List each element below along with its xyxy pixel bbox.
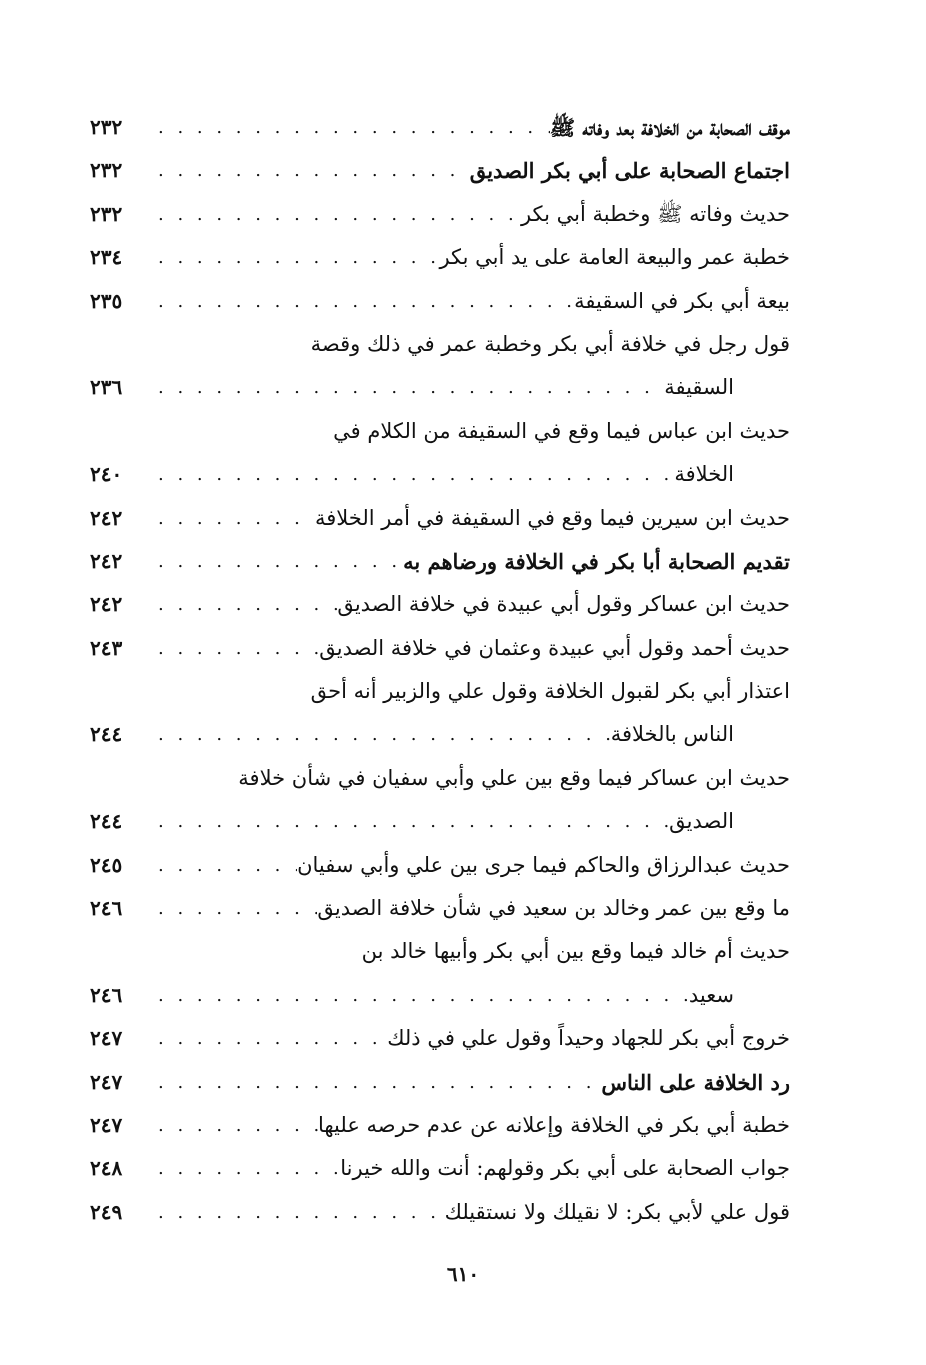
toc-entry — [90, 1017, 790, 1060]
toc-page-number: ٢٣٢ — [90, 201, 123, 226]
toc-entry — [90, 627, 790, 670]
toc-entry-title: خروج أبي بكر للجهاد وحيداً وقول علي في ذلك — [387, 1026, 790, 1051]
toc-entry — [90, 323, 790, 410]
toc-page-number: ٢٤٢ — [90, 592, 123, 617]
toc-entry — [90, 1147, 790, 1190]
dot-leader — [140, 1061, 601, 1104]
toc-entry — [90, 757, 790, 844]
toc-entry — [90, 1104, 790, 1147]
dot-leader — [140, 1191, 445, 1234]
toc-entry-title: تقديم الصحابة أبا بكر في الخلافة ورضاهم به — [403, 548, 790, 574]
dot-leader — [140, 236, 439, 279]
toc-page-number: ٢٣٤ — [90, 245, 123, 270]
dot-leader — [140, 713, 611, 756]
toc-entry-title: خطبة أبي بكر في الخلافة وإعلانه عن عدم حرصه عليها — [317, 1112, 790, 1137]
toc-entry-title: حديث أحمد وقول أبي عبيدة وعثمان في خلافة الصديق — [319, 635, 790, 660]
toc-entry — [90, 1061, 790, 1104]
toc-page-number: ٢٤٨ — [90, 1156, 123, 1181]
toc-entry — [90, 844, 790, 887]
toc-entry — [90, 410, 790, 497]
toc-page-number: ٢٤٧ — [90, 1069, 123, 1094]
toc-page-number: ٢٣٢ — [90, 158, 123, 183]
toc-entry — [90, 670, 790, 757]
toc-entry-title: قول رجل في خلافة أبي بكر وخطبة عمر في ذلك وقصة — [310, 331, 790, 356]
toc-entry — [90, 497, 790, 540]
toc-page-number: ٢٣٦ — [90, 375, 123, 400]
toc-entry-title: بيعة أبي بكر في السقيفة — [574, 288, 790, 313]
toc-entry — [90, 193, 790, 236]
toc-page-number: ٢٣٢ — [90, 114, 123, 139]
toc-entry-title: حديث أم خالد فيما وقع بين أبي بكر وأبيها خالد بن — [361, 939, 790, 964]
dot-leader — [140, 1017, 387, 1060]
toc-page-number: ٢٤٠ — [90, 462, 123, 487]
dot-leader — [140, 280, 574, 323]
toc-entry-title-continuation: السقيفة — [664, 375, 734, 400]
toc-entry — [90, 106, 790, 149]
toc-entry — [90, 149, 790, 192]
toc-page-number: ٢٤٣ — [90, 635, 123, 660]
toc-entry-title: خطبة عمر والبيعة العامة على يد أبي بكر — [439, 245, 790, 270]
toc-entry — [90, 583, 790, 626]
toc-entry-title-continuation: الخلافة — [674, 462, 734, 487]
toc-entry-title: حديث ابن عساكر وقول أبي عبيدة في خلافة الصديق — [337, 592, 790, 617]
dot-leader — [140, 583, 337, 626]
dot-leader — [140, 974, 689, 1017]
toc-entry — [90, 280, 790, 323]
toc-page-number: ٢٤٦ — [90, 896, 123, 921]
toc-entry-title: ما وقع بين عمر وخالد بن سعيد في شأن خلافة الصديق — [317, 896, 790, 921]
toc-entry-title: حديث وفاته ﷺ وخطبة أبي بكر — [520, 201, 790, 226]
toc-entry-title: حديث ابن سيرين فيما وقع في السقيفة في أمر الخلافة — [314, 505, 790, 530]
toc-entry — [90, 540, 790, 583]
page-number: ٦١٠ — [446, 1262, 480, 1286]
toc-page-number: ٢٤٢ — [90, 505, 123, 530]
toc-page-number: ٢٤٧ — [90, 1026, 123, 1051]
toc-page-number: ٢٤٩ — [90, 1199, 123, 1224]
dot-leader — [140, 497, 315, 540]
toc-entry-title: قول علي لأبي بكر: لا نقيلك ولا نستقيلك — [444, 1199, 790, 1224]
toc-entry-title: رد الخلافة على الناس — [601, 1069, 790, 1095]
dot-leader — [140, 627, 319, 670]
table-of-contents — [90, 106, 790, 1234]
toc-entry — [90, 887, 790, 930]
toc-entry-title-continuation: سعيد — [688, 982, 734, 1007]
dot-leader — [140, 453, 674, 496]
toc-entry-title: اعتذار أبي بكر لقبول الخلافة وقول علي والزبير أنه أحق — [310, 679, 790, 704]
toc-entry — [90, 236, 790, 279]
toc-entry — [90, 930, 790, 1017]
toc-page-number: ٢٤٤ — [90, 722, 123, 747]
toc-entry-title: حديث عبدالرزاق والحاكم فيما جرى بين علي وأبي سفيان — [297, 852, 790, 877]
dot-leader — [140, 1104, 318, 1147]
toc-entry-title-continuation: الناس بالخلافة — [610, 722, 734, 747]
toc-entry-title: اجتماع الصحابة على أبي بكر الصديق — [469, 158, 790, 184]
toc-entry-title: موقف الصحابة من الخلافة بعد وفاته ﷺ — [549, 114, 790, 140]
toc-entry-title-continuation: الصديق — [669, 809, 734, 834]
dot-leader — [140, 1147, 340, 1190]
dot-leader — [140, 800, 669, 843]
toc-page-number: ٢٤٤ — [90, 809, 123, 834]
toc-entry-title: حديث ابن عساكر فيما وقع بين علي وأبي سفيان في شأن خلافة — [238, 765, 790, 790]
toc-page-number: ٢٤٦ — [90, 982, 123, 1007]
dot-leader — [140, 106, 550, 149]
toc-page-number: ٢٤٢ — [90, 548, 123, 573]
toc-page-number: ٢٤٧ — [90, 1112, 123, 1137]
dot-leader — [140, 366, 664, 409]
dot-leader — [140, 844, 297, 887]
toc-entry — [90, 1191, 790, 1234]
dot-leader — [140, 149, 470, 192]
dot-leader — [140, 887, 317, 930]
toc-entry-title: حديث ابن عباس فيما وقع في السقيفة من الكلام في — [333, 418, 790, 443]
toc-page-number: ٢٤٥ — [90, 852, 123, 877]
toc-entry-title: جواب الصحابة على أبي بكر وقولهم: أنت والله خيرنا — [340, 1156, 790, 1181]
dot-leader — [140, 540, 403, 583]
toc-page-number: ٢٣٥ — [90, 288, 123, 313]
dot-leader — [140, 193, 521, 236]
